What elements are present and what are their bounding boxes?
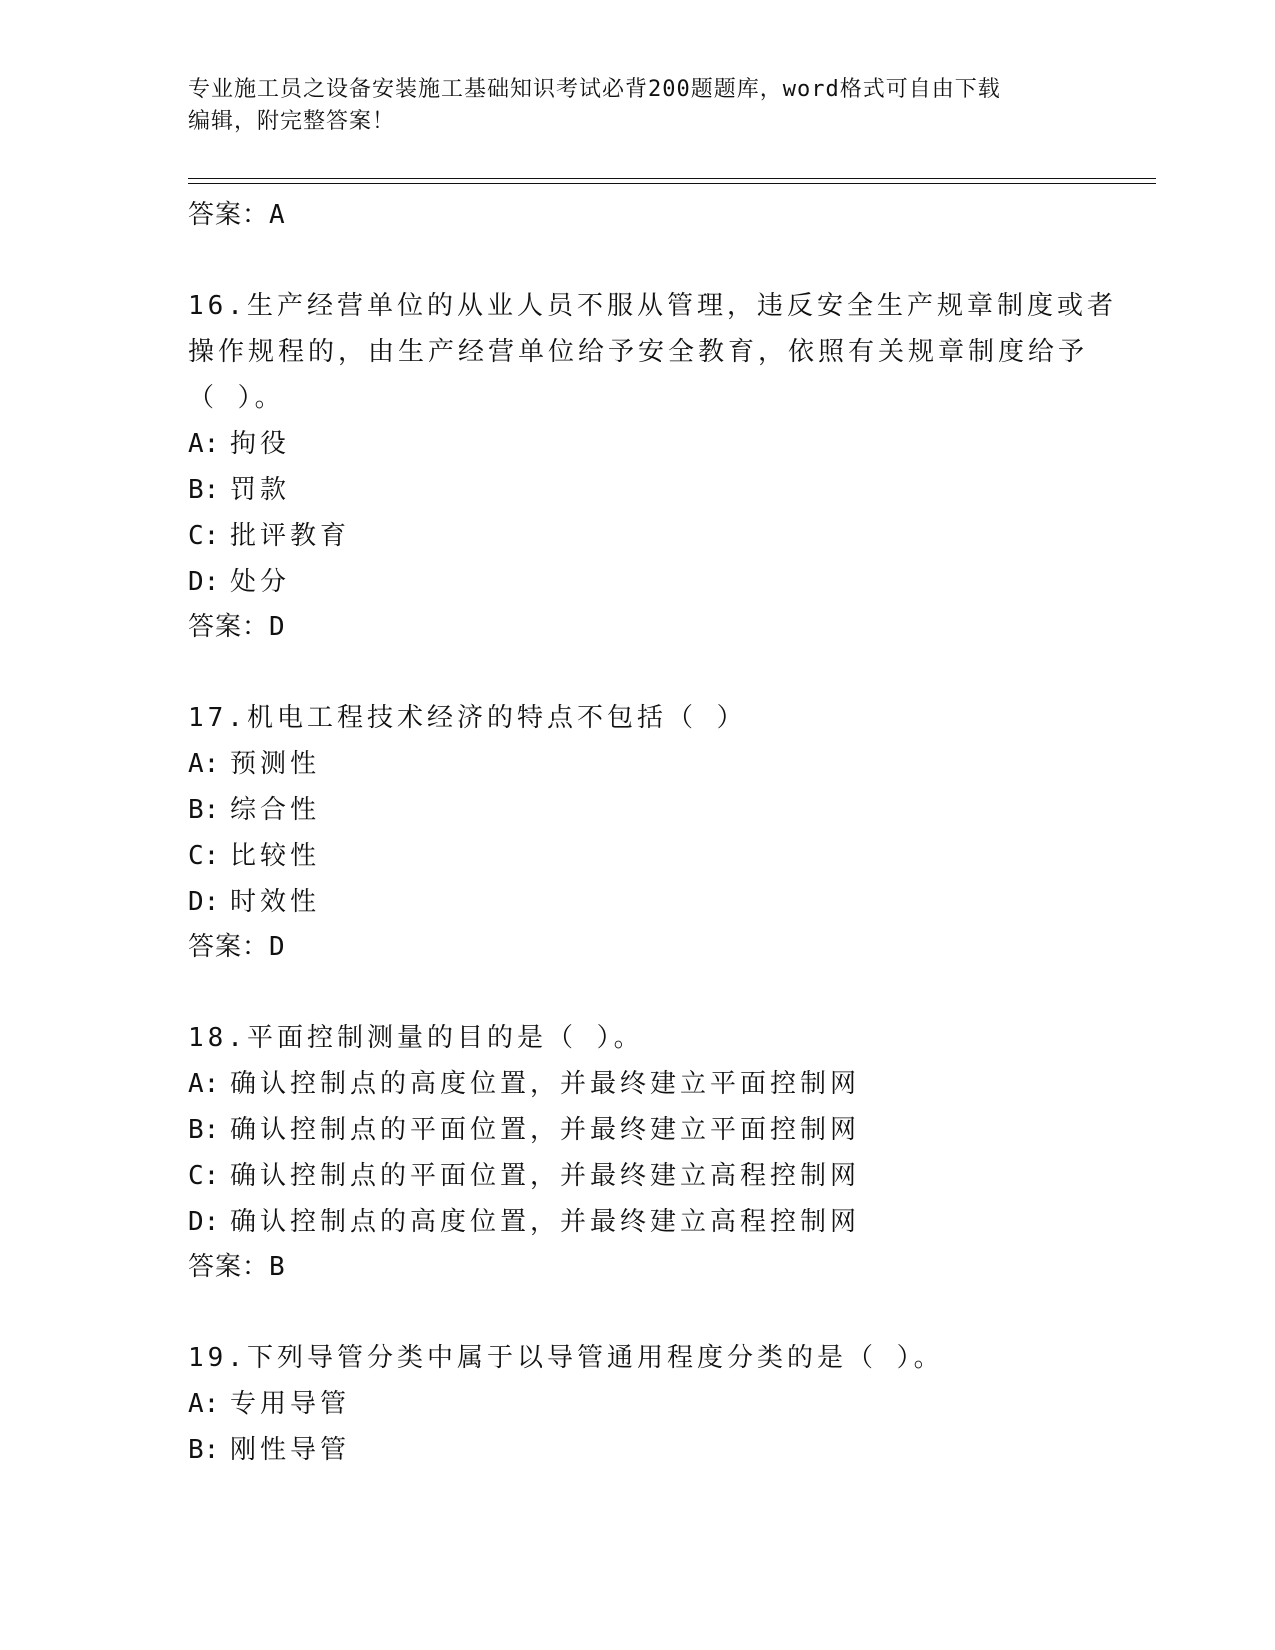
option-text: 综合性 bbox=[230, 795, 321, 825]
option-text: 确认控制点的高度位置，并最终建立高程控制网 bbox=[230, 1207, 861, 1237]
option-a bbox=[188, 741, 1128, 787]
option-letter: B: bbox=[188, 1115, 220, 1145]
option-b bbox=[188, 787, 1128, 833]
question-text: 16.生产经营单位的从业人员不服从管理，违反安全生产规章制度或者 bbox=[188, 291, 1117, 321]
option-text: 罚款 bbox=[230, 475, 291, 505]
option-letter: A: bbox=[188, 429, 220, 459]
answer-line: 答案：A bbox=[188, 200, 286, 230]
option-letter: C: bbox=[188, 1161, 220, 1191]
option-b bbox=[188, 1107, 1128, 1153]
option-c bbox=[188, 833, 1128, 879]
option-text: 比较性 bbox=[230, 841, 321, 871]
option-letter: A: bbox=[188, 749, 220, 779]
spacer bbox=[188, 237, 1128, 283]
option-text: 专用导管 bbox=[230, 1389, 351, 1419]
question-block bbox=[188, 1015, 1128, 1289]
answer-line: 答案：B bbox=[188, 1252, 286, 1282]
option-d bbox=[188, 879, 1128, 925]
option-a bbox=[188, 421, 1128, 467]
option-letter: A: bbox=[188, 1069, 220, 1099]
answer-line: 答案：D bbox=[188, 932, 286, 962]
option-b bbox=[188, 1427, 1128, 1473]
question-block bbox=[188, 695, 1128, 969]
question-block bbox=[188, 283, 1128, 649]
option-d bbox=[188, 559, 1128, 605]
option-text: 确认控制点的平面位置，并最终建立平面控制网 bbox=[230, 1115, 861, 1145]
header-line: 专业施工员之设备安装施工基础知识考试必背200题题库，word格式可自由下载 bbox=[188, 77, 1001, 102]
option-c bbox=[188, 513, 1128, 559]
option-d bbox=[188, 1199, 1128, 1245]
option-text: 预测性 bbox=[230, 749, 321, 779]
question-list bbox=[188, 193, 1128, 1473]
question-text: （ ）。 bbox=[188, 383, 285, 413]
question-text: 19.下列导管分类中属于以导管通用程度分类的是（ ）。 bbox=[188, 1343, 944, 1373]
page-header bbox=[188, 74, 1088, 138]
option-text: 时效性 bbox=[230, 887, 321, 917]
option-letter: D: bbox=[188, 567, 220, 597]
option-letter: B: bbox=[188, 475, 220, 505]
option-text: 刚性导管 bbox=[230, 1435, 351, 1465]
question-text: 17.机电工程技术经济的特点不包括（ ） bbox=[188, 703, 747, 733]
question-text: 操作规程的，由生产经营单位给予安全教育，依照有关规章制度给予 bbox=[188, 337, 1089, 367]
question-text: 18.平面控制测量的目的是（ ）。 bbox=[188, 1023, 644, 1053]
option-letter: C: bbox=[188, 521, 220, 551]
option-letter: A: bbox=[188, 1389, 220, 1419]
option-text: 处分 bbox=[230, 567, 291, 597]
header-rule bbox=[188, 183, 1156, 184]
option-letter: D: bbox=[188, 1207, 220, 1237]
spacer bbox=[188, 969, 1128, 1015]
header-line: 编辑，附完整答案！ bbox=[188, 109, 396, 134]
option-letter: C: bbox=[188, 841, 220, 871]
option-text: 确认控制点的平面位置，并最终建立高程控制网 bbox=[230, 1161, 861, 1191]
option-text: 批评教育 bbox=[230, 521, 351, 551]
spacer bbox=[188, 649, 1128, 695]
header-rule bbox=[188, 178, 1156, 179]
option-a bbox=[188, 1381, 1128, 1427]
option-text: 拘役 bbox=[230, 429, 291, 459]
option-a bbox=[188, 1061, 1128, 1107]
option-c bbox=[188, 1153, 1128, 1199]
option-letter: D: bbox=[188, 887, 220, 917]
option-text: 确认控制点的高度位置，并最终建立平面控制网 bbox=[230, 1069, 861, 1099]
spacer bbox=[188, 1289, 1128, 1335]
option-b bbox=[188, 467, 1128, 513]
option-letter: B: bbox=[188, 795, 220, 825]
answer-line: 答案：D bbox=[188, 612, 286, 642]
question-block bbox=[188, 1335, 1128, 1473]
option-letter: B: bbox=[188, 1435, 220, 1465]
